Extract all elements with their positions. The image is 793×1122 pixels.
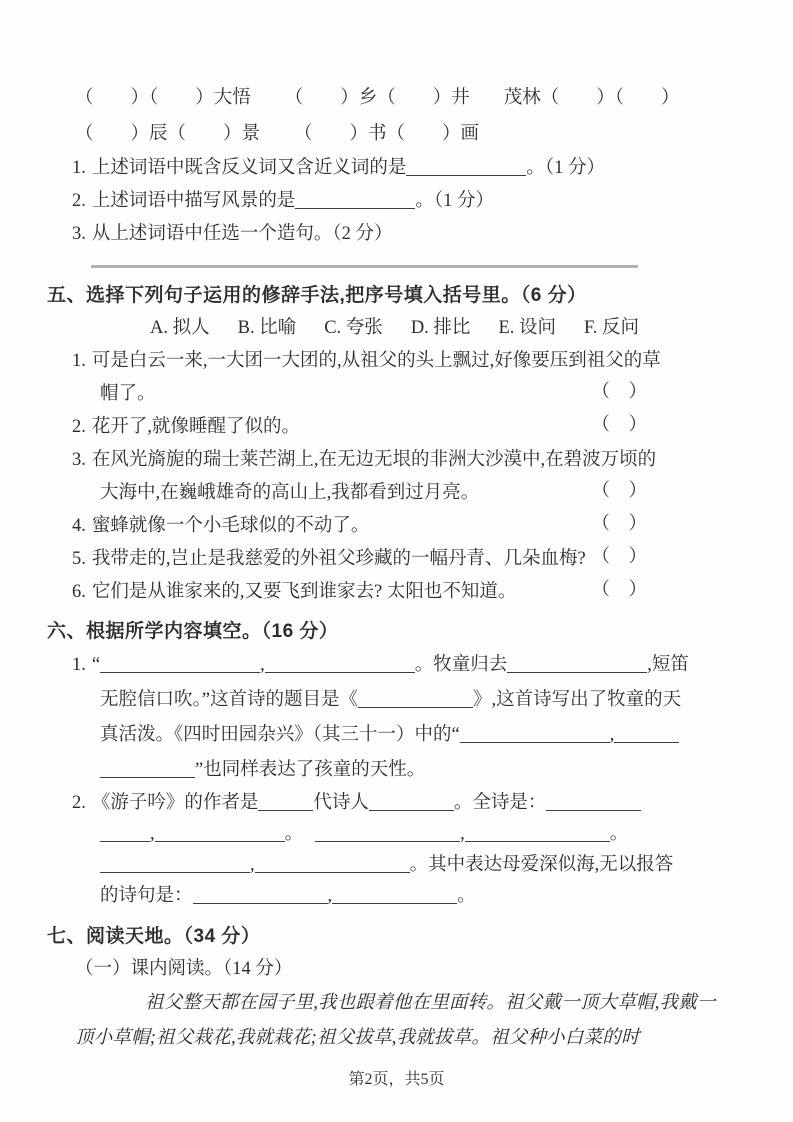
text-run: 的诗句是： [100, 886, 193, 906]
question-4-1 [72, 152, 725, 185]
option-e: E. 设问 [498, 318, 556, 338]
sentence-text: 蜜蜂就像一个小毛球似的不动了。 [91, 516, 370, 536]
rhetoric-options [150, 312, 725, 345]
section-5-title: 五、选择下列句子运用的修辞手法,把序号填入括号里。（6 分） [47, 285, 587, 306]
question-number: 2. [72, 191, 86, 211]
question-text: 。（1 分） [526, 158, 606, 178]
sentence-text: 花开了,就像睡醒了似的。 [91, 417, 301, 437]
fill-item-2 [72, 788, 725, 912]
text-run: ,短笛 [647, 655, 689, 675]
item-number: 5. [72, 549, 86, 569]
word-group: （ ）辰（ ）景 [75, 124, 261, 144]
text-run: 代诗人 [313, 793, 369, 813]
answer-blank [155, 823, 285, 842]
text-run: 。牧童归去 [414, 655, 508, 675]
sentence-text: 可是白云一来,一大团一大团的,从祖父的头上飘过,好像要压到祖父的草 [91, 351, 661, 371]
rhetoric-item-2 [72, 411, 725, 444]
rhetoric-item-3 [72, 444, 725, 510]
answer-blank [315, 823, 460, 842]
text-run: 。 [609, 824, 629, 844]
answer-blank [100, 654, 260, 673]
sentence-text: 我带走的,岂止是我慈爱的外祖父珍藏的一幅丹青、几朵血梅? [91, 549, 586, 569]
text-run: , [260, 655, 265, 675]
option-b: B. 比喻 [237, 318, 297, 338]
item-number: 2. [72, 417, 86, 437]
text-run: “ [91, 655, 101, 675]
sentence-text: 帽了。 [100, 384, 156, 404]
fill-item-1 [72, 648, 725, 788]
question-number: 3. [72, 224, 86, 244]
text-run: ”也同样表达了孩童的天性。 [195, 760, 426, 780]
word-fill-row-2 [75, 116, 725, 152]
answer-bracket: （ ） [591, 481, 647, 501]
answer-blank [100, 823, 150, 842]
rhetoric-item-6 [72, 576, 725, 609]
question-4-3 [72, 218, 725, 251]
sentence-text: 它们是从谁家来的,又要飞到谁家去? 太阳也不知道。 [91, 582, 517, 602]
text-run: 。其中表达母爱深似海,无以报答 [409, 855, 674, 875]
answer-bracket: （ ） [591, 415, 647, 435]
option-c: C. 夸张 [324, 318, 383, 338]
answer-blank [546, 792, 641, 811]
text-run: , [460, 824, 465, 844]
item-number: 1. [72, 655, 86, 675]
answer-blank [465, 823, 610, 842]
text-run: , [327, 886, 333, 906]
reading-passage: 祖父整天都在园子里,我也跟着他在里面转。祖父戴一顶大草帽,我戴一顶小草帽;祖父栽花,我就栽花;祖父拔草,我就拔草。祖父种小白菜的时 [75, 993, 716, 1048]
text-run: 》,这首诗写出了牧童的天 [472, 690, 682, 710]
question-text: 上述词语中描写风景的是 [91, 191, 296, 211]
answer-blank [265, 654, 415, 673]
option-d: D. 排比 [410, 318, 471, 338]
item-number: 1. [72, 351, 86, 371]
text-run: 《游子吟》的作者是 [91, 793, 259, 813]
answer-blank [614, 724, 679, 743]
answer-bracket: （ ） [591, 382, 647, 402]
answer-blank [507, 654, 647, 673]
item-number: 6. [72, 582, 86, 602]
text-run: , [150, 824, 155, 844]
text-run: 。 [457, 886, 476, 906]
answer-blank [100, 759, 195, 778]
section-divider [91, 265, 638, 268]
rhetoric-item-1 [72, 345, 725, 411]
answer-bracket: （ ） [591, 514, 647, 534]
answer-blank [100, 854, 250, 873]
text-run: , [609, 725, 615, 745]
answer-blank [332, 885, 457, 904]
answer-blank [295, 190, 415, 209]
item-number: 2. [72, 793, 86, 813]
answer-blank [255, 854, 410, 873]
question-number: 1. [72, 158, 86, 178]
rhetoric-item-4 [72, 510, 725, 543]
option-a: A. 拟人 [150, 318, 210, 338]
word-group: （ ）书（ ）画 [294, 124, 480, 144]
question-text: 上述词语中既含反义词又含近义词的是 [91, 158, 407, 178]
question-text: 从上述词语中任选一个造句。（2 分） [91, 224, 393, 244]
item-number: 3. [72, 450, 86, 470]
text-run: 真活泼。《四时田园杂兴》（其三十一）中的“ [100, 725, 460, 745]
word-fill-row-1 [75, 80, 725, 116]
question-4-2 [72, 185, 725, 218]
item-number: 4. [72, 516, 86, 536]
word-group: 茂林（ ）（ ） [503, 88, 680, 108]
word-group: （ ）乡（ ）井 [284, 88, 470, 108]
answer-bracket: （ ） [591, 580, 647, 600]
text-run: , [250, 855, 255, 875]
word-group: （ ）（ ）大悟 [75, 88, 251, 108]
subsection-title: （一）课内阅读。（14 分） [75, 959, 293, 979]
option-f: F. 反问 [584, 318, 640, 338]
answer-bracket: （ ） [591, 547, 647, 567]
text-run: 无腔信口吹。”这首诗的题目是《 [100, 690, 358, 710]
text-run: 。 [284, 824, 304, 844]
sentence-text: 大海中,在巍峨雄奇的高山上,我都看到过月亮。 [100, 483, 480, 503]
answer-blank [258, 792, 313, 811]
page-footer: 第2页，共5页 [348, 1071, 445, 1088]
question-text: 。（1 分） [415, 191, 495, 211]
rhetoric-item-5 [72, 543, 725, 576]
answer-blank [193, 885, 328, 904]
section-7-title: 七、阅读天地。（34 分） [47, 926, 261, 947]
section-6-title: 六、根据所学内容填空。（16 分） [47, 621, 339, 642]
answer-blank [460, 724, 610, 743]
answer-blank [358, 689, 473, 708]
answer-blank [406, 157, 526, 176]
text-run: 。全诗是： [453, 793, 547, 813]
answer-blank [369, 792, 454, 811]
sentence-text: 在风光旖旎的瑞士莱芒湖上,在无边无垠的非洲大沙漠中,在碧波万顷的 [91, 450, 657, 470]
